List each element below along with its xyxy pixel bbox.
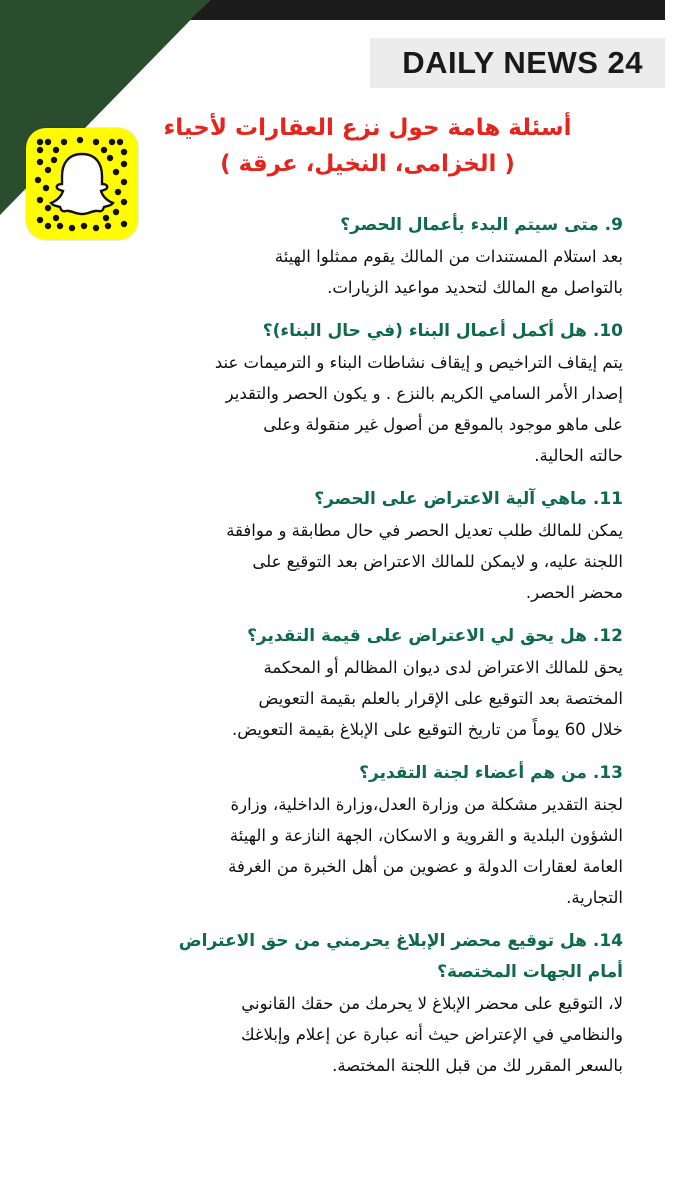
question-9: 9. متى سيتم البدء بأعمال الحصر؟ bbox=[340, 215, 623, 235]
answer-9-line-2: بالتواصل مع المالك لتحديد مواعيد الزيارات. bbox=[327, 278, 623, 297]
brand-name: DAILY NEWS 24 bbox=[402, 45, 643, 80]
answer-14-line-1: لا، التوقيع على محضر الإبلاغ لا يحرمك من حقك القانوني bbox=[241, 994, 623, 1013]
answer-13-line-3: العامة لعقارات الدولة و عضوين من أهل الخبرة من الغرفة bbox=[228, 857, 623, 876]
answer-12-line-2: المختصة بعد التوقيع على الإقرار بالعلم بقيمة التعويض bbox=[258, 689, 623, 708]
answer-9-line-1: بعد استلام المستندات من المالك يقوم ممثلوا الهيئة bbox=[274, 247, 623, 266]
qa-item-14 bbox=[20, 926, 623, 1081]
qa-list bbox=[20, 210, 623, 1094]
answer-11-line-3: محضر الحصر. bbox=[525, 583, 623, 602]
question-13: 13. من هم أعضاء لجنة التقدير؟ bbox=[359, 763, 623, 783]
qa-item-11 bbox=[20, 484, 623, 608]
question-12: 12. هل يحق لي الاعتراض على قيمة التقدير؟ bbox=[247, 626, 623, 646]
answer-13-line-4: التجارية. bbox=[566, 888, 623, 907]
answer-12-line-3: خلال 60 يوماً من تاريخ التوقيع على الإبلاغ بقيمة التعويض. bbox=[232, 720, 623, 739]
answer-13-line-2: الشؤون البلدية و القروية و الاسكان، الجهة النازعة و الهيئة bbox=[229, 826, 623, 845]
question-10: 10. هل أكمل أعمال البناء (في حال البناء)؟ bbox=[262, 321, 623, 341]
snapchat-ghost-icon bbox=[51, 154, 113, 214]
qa-item-13 bbox=[20, 758, 623, 913]
question-14-line-2: أمام الجهات المختصة؟ bbox=[437, 962, 623, 982]
question-14-line-1: 14. هل توقيع محضر الإبلاغ يحرمني من حق الاعتراض bbox=[178, 931, 623, 951]
headline-line-1: أسئلة هامة حول نزع العقارات لأحياء bbox=[163, 115, 572, 141]
headline-line-2: ( الخزامى، النخيل، عرقة ) bbox=[220, 151, 515, 177]
answer-13-line-1: لجنة التقدير مشكلة من وزارة العدل،وزارة الداخلية، وزارة bbox=[230, 795, 623, 814]
headline bbox=[150, 110, 585, 182]
answer-10-line-4: حالته الحالية. bbox=[534, 446, 623, 465]
question-11: 11. ماهي آلية الاعتراض على الحصر؟ bbox=[314, 489, 623, 509]
qa-item-10 bbox=[20, 316, 623, 471]
qa-item-9 bbox=[20, 210, 623, 303]
answer-10-line-1: يتم إيقاف التراخيص و إيقاف نشاطات البناء و الترميمات عند bbox=[214, 353, 623, 372]
answer-10-line-3: على ماهو موجود بالموقع من أصول غير منقولة وعلى bbox=[263, 415, 623, 434]
brand-banner bbox=[370, 38, 665, 88]
answer-14-line-2: والنظامي في الإعتراض حيث أنه عبارة عن إعلام وإبلاغك bbox=[240, 1025, 623, 1044]
answer-14-line-3: بالسعر المقرر لك من قبل اللجنة المختصة. bbox=[332, 1056, 623, 1075]
answer-11-line-1: يمكن للمالك طلب تعديل الحصر في حال مطابقة و موافقة bbox=[226, 521, 623, 540]
qa-item-12 bbox=[20, 621, 623, 745]
answer-10-line-2: إصدار الأمر السامي الكريم بالنزع . و يكون الحصر والتقدير bbox=[225, 384, 623, 403]
answer-11-line-2: اللجنة عليه، و لايمكن للمالك الاعتراض بعد التوقيع على bbox=[252, 552, 623, 571]
answer-12-line-1: يحق للمالك الاعتراض لدى ديوان المظالم أو المحكمة bbox=[263, 658, 623, 677]
